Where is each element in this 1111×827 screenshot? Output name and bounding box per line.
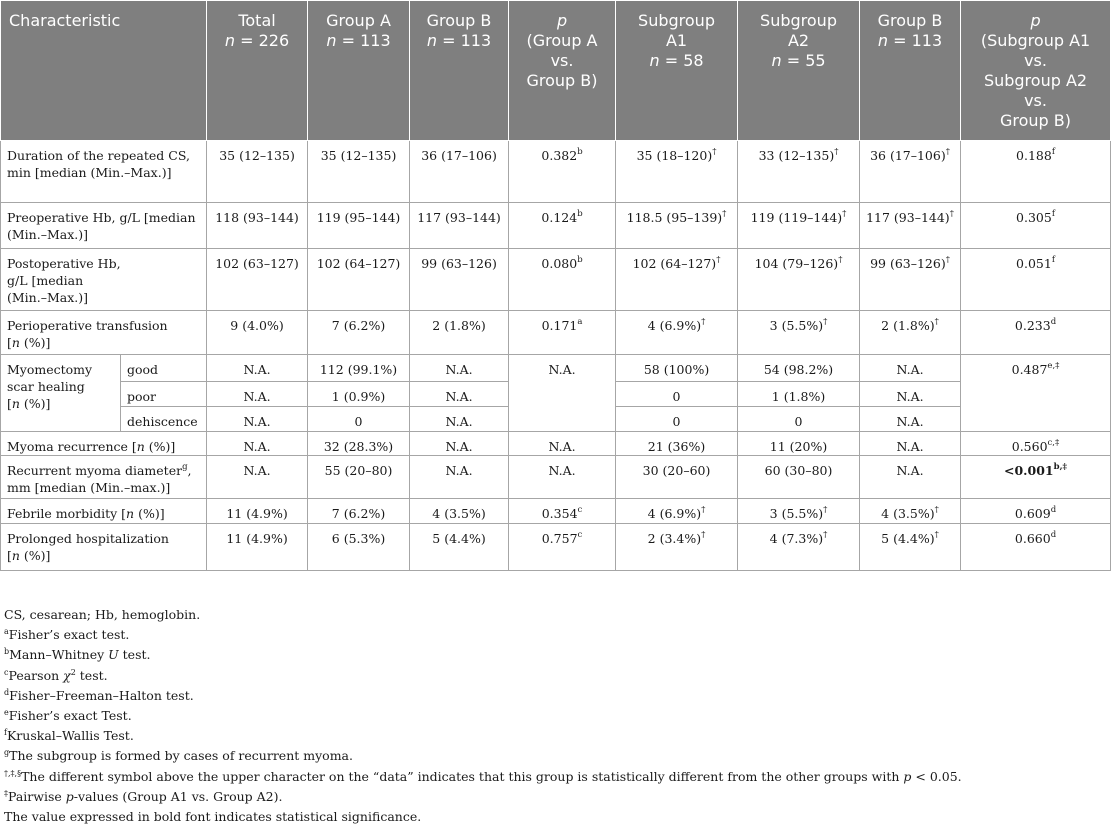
table-row <box>1 249 1111 311</box>
table-row <box>1 432 1111 456</box>
cell-b2: 117 (93–144)† <box>860 203 961 249</box>
row-label: Myoma recurrence [n (%)] <box>1 432 207 456</box>
cell-group-a: 0 <box>308 407 410 432</box>
table-row <box>1 499 1111 524</box>
footnote-f: $^f$Kruskal–Wallis Test. <box>4 728 134 744</box>
cell-a2: 1 (1.8%) <box>738 382 860 407</box>
cell-b2: 99 (63–126)† <box>860 249 961 311</box>
cell-b2: 36 (17–106)† <box>860 141 961 203</box>
cell-group-a: 7 (6.2%) <box>308 311 410 355</box>
table-footnotes <box>4 605 962 827</box>
cell-group-a: 6 (5.3%) <box>308 524 410 571</box>
row-label: Postoperative Hb, g/L [median (Min.–Max.)] <box>1 249 207 311</box>
cell-group-b: N.A. <box>410 382 509 407</box>
cell-p1: 0.080$^b$ <box>509 249 616 311</box>
cell-p1: 0.124$^b$ <box>509 203 616 249</box>
cell-a1: 35 (18–120)† <box>616 141 738 203</box>
cell-a1: 118.5 (95–139)† <box>616 203 738 249</box>
cell-p2-significant: $<0.001^{b,\ddagger}$ <box>961 456 1111 499</box>
cell-b2: 4 (3.5%)† <box>860 499 961 524</box>
header-group-a: Group A n = 113 <box>308 1 410 141</box>
footnote-symbols: †,‡,§The different symbol above the upper character on the “data” indicates that this group is statistically different from the other groups with p < 0.05. <box>4 768 962 784</box>
cell-a1: 4 (6.9%)† <box>616 499 738 524</box>
header-p-a-vs-b: p (Group A vs. Group B) <box>509 1 616 141</box>
cell-total: N.A. <box>207 407 308 432</box>
cell-p1: 0.171$^a$ <box>509 311 616 355</box>
cell-b2: N.A. <box>860 355 961 382</box>
cell-total: 11 (4.9%) <box>207 524 308 571</box>
header-group-b-2: Group B n = 113 <box>860 1 961 141</box>
cell-b2: N.A. <box>860 382 961 407</box>
cell-b2: 2 (1.8%)† <box>860 311 961 355</box>
header-subgroup-a1: Subgroup A1 n = 58 <box>616 1 738 141</box>
cell-group-a: 102 (64–127) <box>308 249 410 311</box>
cell-a2: 0 <box>738 407 860 432</box>
cell-p1: 0.757$^c$ <box>509 524 616 571</box>
footnote-dagger: ‡Pairwise p-values (Group A1 vs. Group A2). <box>4 788 283 804</box>
footnote-c: $^c$Pearson $\chi^2$ test. <box>4 667 108 683</box>
cell-group-b: 2 (1.8%) <box>410 311 509 355</box>
cell-a2: 104 (79–126)† <box>738 249 860 311</box>
cell-group-b: N.A. <box>410 407 509 432</box>
cell-total: 9 (4.0%) <box>207 311 308 355</box>
header-subgroup-a2: Subgroup A2 n = 55 <box>738 1 860 141</box>
cell-a1: 0 <box>616 407 738 432</box>
cell-b2: N.A. <box>860 407 961 432</box>
cell-a1: 30 (20–60) <box>616 456 738 499</box>
cell-total: N.A. <box>207 432 308 456</box>
cell-p2: 0.609$^d$ <box>961 499 1111 524</box>
cell-a1: 2 (3.4%)† <box>616 524 738 571</box>
footnote-bold: The value expressed in bold font indicates statistical significance. <box>4 809 422 825</box>
cell-b2: N.A. <box>860 456 961 499</box>
cell-b2: 5 (4.4%)† <box>860 524 961 571</box>
cell-a2: 3 (5.5%)† <box>738 499 860 524</box>
cell-group-a: 119 (95–144) <box>308 203 410 249</box>
cell-a1: 4 (6.9%)† <box>616 311 738 355</box>
cell-total: 35 (12–135) <box>207 141 308 203</box>
cell-group-a: 35 (12–135) <box>308 141 410 203</box>
cell-a1: 58 (100%) <box>616 355 738 382</box>
footnote-d: $^d$Fisher–Freeman–Halton test. <box>4 687 194 703</box>
sub-label-poor: poor <box>121 382 207 407</box>
cell-group-a: 55 (20–80) <box>308 456 410 499</box>
row-label: Duration of the repeated CS, min [median (Min.–Max.)] <box>1 141 207 203</box>
cell-a2: 11 (20%) <box>738 432 860 456</box>
cell-group-a: 7 (6.2%) <box>308 499 410 524</box>
cell-p2: 0.305$^f$ <box>961 203 1111 249</box>
cell-p2: 0.051$^f$ <box>961 249 1111 311</box>
cell-group-b: N.A. <box>410 456 509 499</box>
cell-p1: N.A. <box>509 355 616 432</box>
sub-label-good: good <box>121 355 207 382</box>
cell-p1: N.A. <box>509 456 616 499</box>
table-row <box>1 355 1111 382</box>
cell-p2: 0.188$^f$ <box>961 141 1111 203</box>
footnote-a: $^a$Fisher’s exact test. <box>4 627 130 643</box>
cell-a2: 33 (12–135)† <box>738 141 860 203</box>
cell-group-a: 32 (28.3%) <box>308 432 410 456</box>
cell-a2: 119 (119–144)† <box>738 203 860 249</box>
row-label: Preoperative Hb, g/L [median (Min.–Max.)] <box>1 203 207 249</box>
cell-group-a: 112 (99.1%) <box>308 355 410 382</box>
row-label: Prolonged hospitalization [n (%)] <box>1 524 207 571</box>
cell-p1: N.A. <box>509 432 616 456</box>
table-row <box>1 456 1111 499</box>
cell-p2: 0.233$^d$ <box>961 311 1111 355</box>
cell-a1: 0 <box>616 382 738 407</box>
sub-label-dehiscence: dehiscence <box>121 407 207 432</box>
cell-group-b: 36 (17–106) <box>410 141 509 203</box>
cell-total: N.A. <box>207 382 308 407</box>
cell-group-b: N.A. <box>410 355 509 382</box>
cell-p2: 0.660$^d$ <box>961 524 1111 571</box>
header-group-b: Group B n = 113 <box>410 1 509 141</box>
header-total: Total n = 226 <box>207 1 308 141</box>
cell-total: 102 (63–127) <box>207 249 308 311</box>
header-p-subgroups: p (Subgroup A1 vs. Subgroup A2 vs. Group B) <box>961 1 1111 141</box>
table-row <box>1 141 1111 203</box>
header-characteristic: Characteristic <box>1 1 207 141</box>
cell-total: 11 (4.9%) <box>207 499 308 524</box>
cell-total: 118 (93–144) <box>207 203 308 249</box>
table-row <box>1 524 1111 571</box>
cell-a2: 4 (7.3%)† <box>738 524 860 571</box>
cell-p2: $0.560^{c,\ddagger}$ <box>961 432 1111 456</box>
cell-group-b: 5 (4.4%) <box>410 524 509 571</box>
row-label: Perioperative transfusion [n (%)] <box>1 311 207 355</box>
row-label: Febrile morbidity [n (%)] <box>1 499 207 524</box>
cell-a1: 21 (36%) <box>616 432 738 456</box>
footnote-b: $^b$Mann–Whitney U test. <box>4 647 151 663</box>
row-label: Recurrent myoma diameter$^g$, mm [median (Min.–max.)] <box>1 456 207 499</box>
table-row <box>1 311 1111 355</box>
cell-group-b: 117 (93–144) <box>410 203 509 249</box>
cell-a1: 102 (64–127)† <box>616 249 738 311</box>
cell-p1: 0.382$^b$ <box>509 141 616 203</box>
cell-group-b: 99 (63–126) <box>410 249 509 311</box>
cell-group-b: N.A. <box>410 432 509 456</box>
cell-total: N.A. <box>207 355 308 382</box>
cell-a2: 54 (98.2%) <box>738 355 860 382</box>
cell-a2: 60 (30–80) <box>738 456 860 499</box>
cell-b2: N.A. <box>860 432 961 456</box>
footnote-g: $^g$The subgroup is formed by cases of recurrent myoma. <box>4 748 353 764</box>
cell-p2: $0.487^{e,\ddagger}$ <box>961 355 1111 432</box>
cell-group-a: 1 (0.9%) <box>308 382 410 407</box>
row-label: Myomectomy scar healing [n (%)] <box>1 355 121 432</box>
table-row <box>1 203 1111 249</box>
cell-total: N.A. <box>207 456 308 499</box>
footnote-abbreviations: CS, cesarean; Hb, hemoglobin. <box>4 607 201 622</box>
cell-p1: 0.354$^c$ <box>509 499 616 524</box>
cell-group-b: 4 (3.5%) <box>410 499 509 524</box>
cell-a2: 3 (5.5%)† <box>738 311 860 355</box>
header-row <box>1 1 1111 141</box>
footnote-e: $^e$Fisher’s exact Test. <box>4 708 132 724</box>
